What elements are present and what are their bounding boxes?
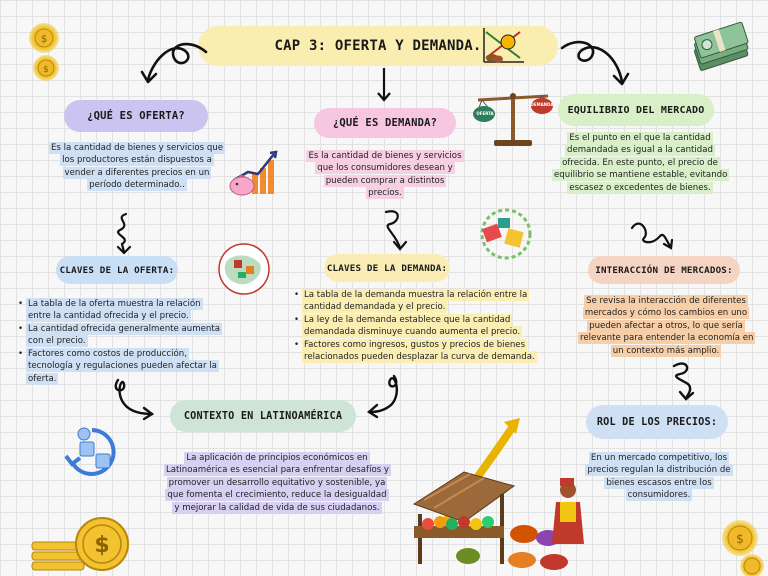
svg-text:$: $ — [736, 532, 744, 546]
claves-oferta-heading: CLAVES DE LA OFERTA: — [56, 256, 178, 284]
demanda-heading: ¿QUÉ ES DEMANDA? — [314, 108, 456, 138]
curly-arrow-left — [140, 40, 210, 85]
scale-label-demanda: DEMANDA — [530, 102, 554, 107]
contexto-heading: CONTEXTO EN LATINOAMÉRICA — [170, 400, 356, 432]
interaccion-heading: INTERACCIÓN DE MERCADOS: — [588, 256, 740, 284]
market-stall-icon — [404, 414, 594, 576]
claves-oferta-item: • La tabla de la oferta muestra la relación entre la cantidad ofrecida y el precio. — [26, 298, 226, 323]
coins-icon — [22, 18, 70, 90]
interaccion-definition: Se revisa la interacción de diferentes mercados y cómo los cambios en uno pueden afectar a otros, lo que sería relevante para entender la economía en un contexto más amplio. — [580, 296, 754, 356]
claves-demanda-item: • Factores como ingresos, gustos y precios de bienes relacionados pueden desplazar la curva de demanda. — [302, 339, 546, 364]
cycle-icon — [62, 424, 122, 480]
contexto-definition: La aplicación de principios económicos en Latinoamérica es esencial para enfrentar desafíos y promover un desarrollo equitativo y sostenible, ya que fomenta el crecimiento, reduce la desigualdad y mejorar la calidad de vida de sus ciudadanos. — [166, 453, 390, 513]
claves-oferta-list — [16, 298, 226, 385]
equilibrio-definition: Es el punto en el que la cantidad demandada es igual a la cantidad ofrecida. En este punto, el precio de equilibrio se mantiene estable, evitando escasez o excedentes de bienes. — [554, 133, 728, 193]
curved-arrow-claves-demanda — [364, 374, 404, 418]
coins-icon-bottom-right — [712, 516, 768, 576]
curved-arrow-claves-oferta — [112, 376, 156, 420]
svg-text:$: $ — [40, 34, 48, 45]
squiggle-arrow-demanda — [380, 208, 410, 250]
claves-oferta-item: • Factores como costos de producción, tecnología y regulaciones pueden afectar la oferta. — [26, 348, 226, 385]
claves-demanda-item: • La tabla de la demanda muestra la relación entre la cantidad demandada y el precio. — [302, 289, 546, 314]
squiggle-arrow-equilibrio — [630, 218, 674, 250]
claves-demanda-heading: CLAVES DE LA DEMANDA: — [324, 254, 450, 282]
coins-stack-icon — [28, 514, 132, 576]
arrow-down-center — [376, 68, 392, 102]
rol-definition: En un mercado competitivo, los precios regulan la distribución de bienes escasos entre los consumidores. — [587, 453, 731, 501]
piggy-growth-icon — [226, 150, 282, 198]
money-stack-icon — [688, 16, 750, 76]
demanda-definition: Es la cantidad de bienes y servicios que los consumidores desean y pueden comprar a distintos precios. — [308, 151, 462, 199]
claves-demanda-list — [292, 289, 546, 364]
claves-oferta-items — [16, 298, 226, 385]
oferta-heading: ¿QUÉ ES OFERTA? — [64, 100, 208, 132]
page-title-text: CAP 3: OFERTA Y DEMANDA. — [274, 38, 482, 54]
supply-demand-icon — [478, 24, 528, 68]
claves-oferta-item: • La cantidad ofrecida generalmente aumenta con el precio. — [26, 323, 226, 348]
squiggle-arrow-oferta — [112, 212, 136, 254]
curved-arrow-interaccion — [668, 360, 698, 400]
rol-heading: ROL DE LOS PRECIOS: — [586, 405, 728, 439]
svg-text:$: $ — [43, 65, 49, 75]
curly-arrow-right — [560, 38, 630, 88]
claves-demanda-item: • La ley de la demanda establece que la cantidad demandada disminuye cuando aumenta el precio. — [302, 314, 546, 339]
svg-text:$: $ — [94, 533, 110, 558]
equilibrio-heading: EQUILIBRIO DEL MERCADO — [558, 94, 714, 126]
oferta-definition: Es la cantidad de bienes y servicios que los productores están dispuestos a vender a diferentes precios en un período determinado.. — [50, 143, 224, 191]
balance-scale-icon — [470, 88, 556, 150]
market-map-icon — [216, 242, 272, 296]
claves-demanda-items — [292, 289, 546, 364]
shopping-icon — [476, 206, 536, 262]
scale-label-oferta: OFERTA — [476, 111, 494, 116]
